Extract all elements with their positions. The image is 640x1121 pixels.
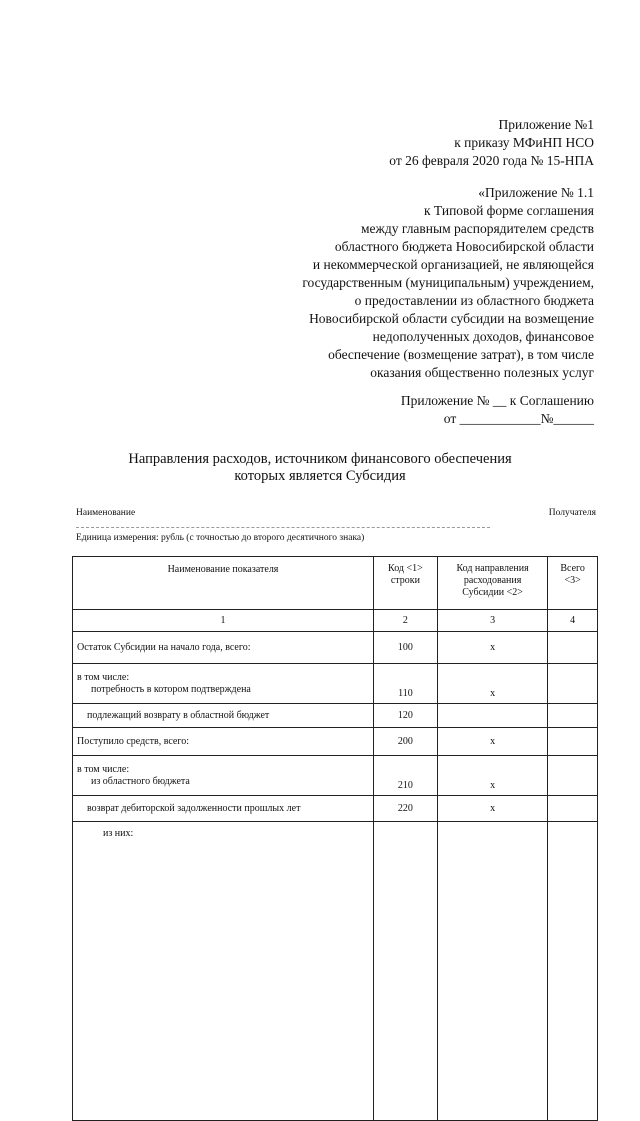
row-direction: x — [437, 632, 547, 664]
row-name-cell — [73, 664, 374, 704]
row-direction — [437, 822, 547, 1121]
row-total — [548, 822, 598, 1121]
appendix-sub-header — [302, 184, 594, 382]
column-number: 2 — [374, 610, 438, 632]
row-code: 120 — [374, 704, 438, 728]
appendix-sub-line: между главным распорядителем средств — [360, 221, 594, 236]
row-total — [548, 704, 598, 728]
header-dir-line2: расходования — [463, 575, 522, 586]
agreement-ref-date: от ____________№______ — [443, 411, 594, 426]
row-name: Остаток Субсидии на начало года, всего: — [73, 632, 374, 664]
appendix-sub-line: обеспечение (возмещение затрат), в том числе — [328, 347, 594, 362]
appendix-sub-line: государственным (муниципальным) учреждением, — [302, 275, 594, 290]
row-code: 110 — [374, 664, 438, 704]
row-name-cell — [73, 756, 374, 796]
table-row-100 — [73, 632, 598, 664]
header-direction-code — [437, 557, 547, 610]
table-row-220 — [73, 796, 598, 822]
header-line-code — [374, 557, 438, 610]
row-code: 220 — [374, 796, 438, 822]
name-label: Наименование — [76, 508, 136, 518]
row-direction: x — [437, 796, 547, 822]
expense-directions-table — [72, 556, 598, 1121]
row-code: 210 — [374, 756, 438, 796]
row-prefix: в том числе: — [77, 671, 130, 683]
header-total-line2: <3> — [564, 575, 581, 586]
appendix-sub-line: недополученных доходов, финансовое — [372, 329, 594, 344]
row-prefix: в том числе: — [77, 763, 130, 775]
title-line-2: которых является Субсидия — [234, 468, 406, 484]
appendix-header — [389, 116, 594, 170]
appendix-sub-line: о предоставлении из областного бюджета — [354, 293, 594, 308]
title-line-1: Направления расходов, источником финансового обеспечения — [128, 451, 512, 467]
header-dir-line1: Код направления — [456, 563, 529, 574]
appendix-header-line: к приказу МФиНП НСО — [454, 135, 594, 150]
table-row-210 — [73, 756, 598, 796]
row-name: Поступило средств, всего: — [73, 728, 374, 756]
table-header-row — [73, 557, 598, 610]
header-dir-line3: Субсидии <2> — [462, 587, 523, 598]
row-code: 100 — [374, 632, 438, 664]
row-direction: x — [437, 664, 547, 704]
row-name: из них: — [73, 822, 374, 1121]
row-direction: x — [437, 756, 547, 796]
table-row-120 — [73, 704, 598, 728]
appendix-sub-line: Новосибирской области субсидии на возмещение — [309, 311, 594, 326]
row-name: потребность в котором подтверждена — [91, 683, 251, 695]
row-name: подлежащий возврату в областной бюджет — [73, 704, 374, 728]
document-title — [0, 451, 640, 485]
header-code-line1: Код <1> — [388, 563, 423, 574]
header-code-line2: строки — [390, 575, 420, 586]
recipient-label: Получателя — [548, 508, 596, 518]
row-direction — [437, 704, 547, 728]
row-total — [548, 796, 598, 822]
appendix-sub-line: к Типовой форме соглашения — [424, 203, 594, 218]
recipient-name-row — [76, 508, 596, 522]
row-code: 200 — [374, 728, 438, 756]
row-code — [374, 822, 438, 1121]
row-name: из областного бюджета — [91, 775, 190, 787]
column-number-row — [73, 610, 598, 632]
row-total — [548, 728, 598, 756]
row-name: возврат дебиторской задолженности прошлых лет — [73, 796, 374, 822]
appendix-sub-line: областного бюджета Новосибирской области — [334, 239, 594, 254]
table-row-from-them — [73, 822, 598, 1121]
appendix-sub-line: «Приложение № 1.1 — [478, 185, 594, 200]
header-indicator-name: Наименование показателя — [73, 557, 374, 610]
column-number: 3 — [437, 610, 547, 632]
appendix-header-line: Приложение №1 — [498, 117, 594, 132]
header-total — [548, 557, 598, 610]
row-direction: x — [437, 728, 547, 756]
appendix-header-line: от 26 февраля 2020 года № 15-НПА — [389, 153, 594, 168]
recipient-name-underline — [76, 527, 490, 528]
row-total — [548, 756, 598, 796]
header-total-line1: Всего — [560, 563, 585, 574]
table-row-110 — [73, 664, 598, 704]
row-total — [548, 632, 598, 664]
column-number: 4 — [548, 610, 598, 632]
agreement-ref-number: Приложение № __ к Соглашению — [400, 393, 594, 408]
table-row-200 — [73, 728, 598, 756]
column-number: 1 — [73, 610, 374, 632]
appendix-sub-line: оказания общественно полезных услуг — [370, 365, 594, 380]
units-label: Единица измерения: рубль (с точностью до второго десятичного знака) — [76, 533, 365, 543]
agreement-reference — [401, 392, 594, 428]
appendix-sub-line: и некоммерческой организацией, не являющейся — [312, 257, 594, 272]
row-total — [548, 664, 598, 704]
